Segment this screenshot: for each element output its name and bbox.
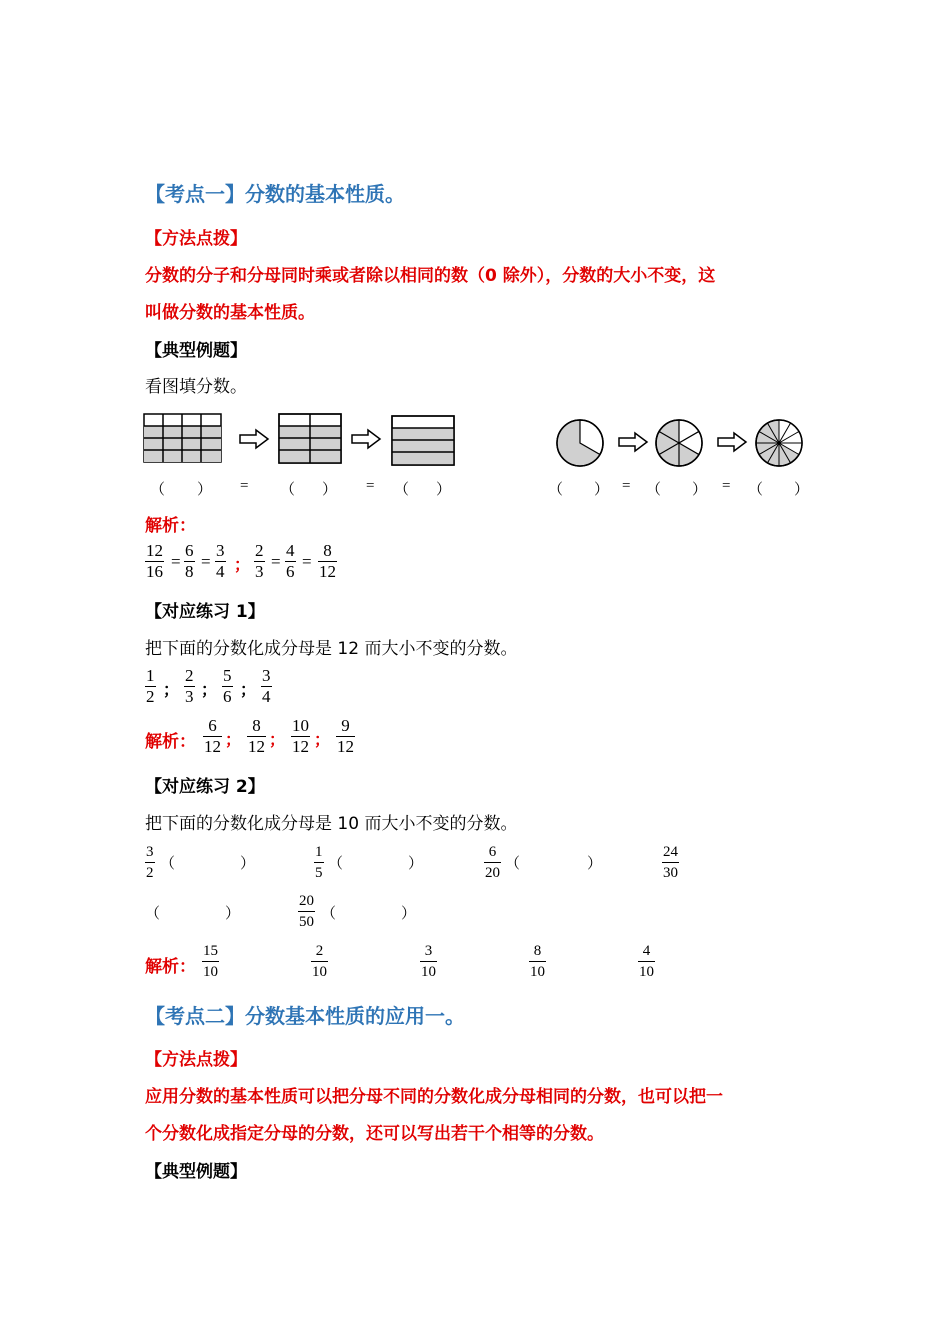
practice1-question: 把下面的分数化成分母是 12 而大小不变的分数。 bbox=[145, 639, 518, 659]
semicolon: ； bbox=[225, 730, 242, 749]
blank-open: （ bbox=[548, 482, 564, 498]
equals-sign: = bbox=[271, 552, 281, 571]
section2-title: 【考点二】分数基本性质的应用一。 bbox=[145, 1004, 465, 1028]
paren-close: ） bbox=[587, 856, 603, 872]
example-label: 【典型例题】 bbox=[145, 341, 247, 361]
paren-close: ） bbox=[401, 906, 417, 922]
blank-open: （ bbox=[646, 482, 662, 498]
paren-open: （ bbox=[160, 856, 176, 872]
circle-figure-2 bbox=[653, 417, 705, 469]
right-arrow-icon bbox=[716, 431, 748, 453]
example-question: 看图填分数。 bbox=[145, 377, 247, 397]
semicolon: ； bbox=[201, 680, 218, 699]
paren-open: （ bbox=[505, 856, 521, 872]
fraction: $\frac{3}{4}$ bbox=[262, 666, 271, 706]
method-line1: 应用分数的基本性质可以把分母不同的分数化成分母相同的分数，也可以把一 bbox=[145, 1087, 723, 1107]
fraction: $\frac{15}{10}$ bbox=[203, 943, 218, 980]
rect-figure-3 bbox=[391, 415, 457, 467]
circle-figure-1 bbox=[554, 417, 606, 469]
fraction: $\frac{9}{12}$ bbox=[337, 716, 354, 756]
method-line2: 叫做分数的基本性质。 bbox=[145, 303, 315, 323]
blank-open: （ bbox=[748, 482, 764, 498]
fraction: $\frac{8}{10}$ bbox=[530, 943, 545, 980]
section1-title: 【考点一】分数的基本性质。 bbox=[145, 182, 405, 206]
blank-close: ） bbox=[322, 482, 338, 498]
blank-eq: = bbox=[366, 478, 375, 494]
semicolon: ； bbox=[163, 680, 180, 699]
practice1-answer-label: 解析： bbox=[145, 732, 196, 752]
practice2-answer-label: 解析： bbox=[145, 957, 196, 977]
right-arrow-icon bbox=[238, 428, 270, 450]
fraction: $\frac{12}{16}$ bbox=[146, 541, 163, 581]
fraction: $\frac{2}{10}$ bbox=[312, 943, 327, 980]
method-label: 【方法点拨】 bbox=[145, 229, 247, 249]
blank-open: （ bbox=[394, 482, 410, 498]
blank-close: ） bbox=[436, 482, 452, 498]
semicolon: ； bbox=[240, 680, 257, 699]
equals-sign: = bbox=[201, 552, 211, 571]
equals-sign: = bbox=[302, 552, 312, 571]
rect-figure-2 bbox=[278, 413, 344, 465]
semicolon: ； bbox=[234, 555, 251, 574]
fraction: $\frac{6}{20}$ bbox=[485, 844, 500, 881]
method-label: 【方法点拨】 bbox=[145, 1050, 247, 1070]
paren-open: （ bbox=[321, 906, 337, 922]
fraction: $\frac{24}{30}$ bbox=[663, 844, 678, 881]
method-line2: 个分数化成指定分母的分数，还可以写出若干个相等的分数。 bbox=[145, 1124, 604, 1144]
paren-close: ） bbox=[240, 856, 256, 872]
fraction: $\frac{3}{2}$ bbox=[146, 844, 154, 881]
blank-eq: = bbox=[622, 478, 631, 494]
blank-close: ） bbox=[692, 482, 708, 498]
fraction: $\frac{5}{6}$ bbox=[223, 666, 232, 706]
blank-eq: = bbox=[722, 478, 731, 494]
blank-open: （ bbox=[150, 482, 166, 498]
fraction: $\frac{2}{3}$ bbox=[255, 541, 264, 581]
blank-eq: = bbox=[240, 478, 249, 494]
fraction: $\frac{6}{12}$ bbox=[204, 716, 221, 756]
fraction: $\frac{3}{10}$ bbox=[421, 943, 436, 980]
rect-figure-1 bbox=[143, 413, 223, 463]
practice2-label: 【对应练习 2】 bbox=[145, 777, 265, 797]
example-label: 【典型例题】 bbox=[145, 1162, 247, 1182]
method-line1: 分数的分子和分母同时乘或者除以相同的数（0 除外），分数的大小不变，这 bbox=[145, 266, 716, 286]
paren-open: （ bbox=[328, 856, 344, 872]
fraction: $\frac{8}{12}$ bbox=[319, 541, 336, 581]
answer-label: 解析： bbox=[145, 516, 196, 536]
semicolon: ； bbox=[269, 730, 286, 749]
paren-close: ） bbox=[225, 906, 241, 922]
paren-open: （ bbox=[145, 906, 161, 922]
fraction: $\frac{6}{8}$ bbox=[185, 541, 194, 581]
fraction: $\frac{3}{4}$ bbox=[216, 541, 225, 581]
circle-figure-3 bbox=[753, 417, 805, 469]
fraction: $\frac{1}{2}$ bbox=[146, 666, 155, 706]
fraction: $\frac{2}{3}$ bbox=[185, 666, 194, 706]
equals-sign: = bbox=[171, 552, 181, 571]
fraction: $\frac{4}{6}$ bbox=[286, 541, 295, 581]
blank-close: ） bbox=[197, 482, 213, 498]
right-arrow-icon bbox=[350, 428, 382, 450]
right-arrow-icon bbox=[617, 431, 649, 453]
blank-close: ） bbox=[594, 482, 610, 498]
practice2-question: 把下面的分数化成分母是 10 而大小不变的分数。 bbox=[145, 814, 518, 834]
fraction: $\frac{10}{12}$ bbox=[292, 716, 309, 756]
semicolon: ； bbox=[314, 730, 331, 749]
blank-close: ） bbox=[794, 482, 810, 498]
fraction: $\frac{20}{50}$ bbox=[299, 893, 314, 930]
paren-close: ） bbox=[408, 856, 424, 872]
fraction: $\frac{4}{10}$ bbox=[639, 943, 654, 980]
fraction: $\frac{1}{5}$ bbox=[315, 844, 323, 881]
fraction: $\frac{8}{12}$ bbox=[248, 716, 265, 756]
blank-open: （ bbox=[280, 482, 296, 498]
practice1-label: 【对应练习 1】 bbox=[145, 602, 265, 622]
